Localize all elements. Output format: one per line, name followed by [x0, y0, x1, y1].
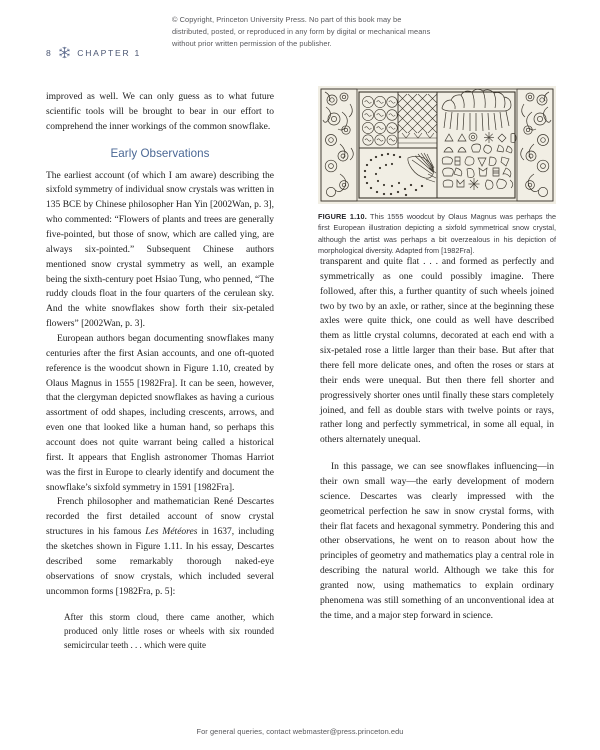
woodcut-illustration: [318, 86, 556, 204]
copyright-notice: © Copyright, Princeton University Press. No part of this book may be distributed, posted, or reproduced in any form by digital or mechanical means without prior written permission of the publisher.: [172, 15, 431, 48]
right-text-column: [320, 255, 554, 624]
descartes-text-part-2: in 1637, including the sketches shown in Figure 1.11. In his essay, Descartes described some remarkably thorough naked-eye observations of snow crystals, which included several uncommon forms [1982Fra, p. 5]:: [46, 527, 274, 597]
book-title-les-meteores: Les Météores: [145, 527, 198, 538]
figure-1-10: [318, 86, 556, 256]
paragraph-european-authors: European authors began documenting snowflakes many centuries after the first Asian accounts, and one oft-quoted reference is the woodcut shown in Figure 1.10, created by Olaus Magnus in 1555 [1982Fra]. It can be seen, however, that the clergyman depicted snowflakes as having a curious assortment of odd shapes, including crescents, arrows, and even one that looked like a human hand, so perhaps this account does not quite warrant being called a historical first. It appears that English astronomer Thomas Harriot was the first in Europe to clearly identify and document the snowflake’s sixfold symmetry in 1591 [1982Fra].: [46, 334, 274, 493]
block-quote-descartes: After this storm cloud, there came another, which produced only little roses or wheels with six rounded semicircular teeth . . . which were quite: [64, 611, 274, 651]
page-number: 8: [46, 47, 52, 58]
footer-queries-notice: For general queries, contact webmaster@press.princeton.edu: [196, 727, 404, 736]
extract-continued: transparent and quite flat . . . and formed as perfectly and symmetrically as one could possibly imagine. There followed, after this, a further quantity of such wheels joined two by two by an axle, or rather, since at the beginning these axles were quite thick, one could as well have described them as little crystal columns, decorated at each end with a six-petaled rose a little larger than their base. But after that there fell more delicate ones, and often the roses or stars at their ends were unequal. But then there fell shorter and progressively shorter ones until finally these stars completely joined, and fell as double stars with twelve points or rays, rather long and perfectly symmetrical, in some all equal, in others alternately unequal.: [320, 257, 554, 446]
snowflake-icon: [51, 46, 77, 59]
running-head: [46, 46, 141, 59]
paragraph-gap: [320, 448, 554, 460]
paragraph-in-this-passage: In this passage, we can see snowflakes influencing—in their own small way—the early development of modern science. Descartes was clearly impressed with the geometrical perfection he saw in snow crystal forms, with their flat facets and hexagonal symmetry. Pondering this and other observations, he went on to reason about how the principles of geometry and mathematics play a central role in describing the natural world. Although we take this for granted now, using mathematics to explain ordinary phenomena was still something of an unconventional idea at the time, and a major step forward in science.: [320, 462, 554, 621]
section-heading-early-observations: Early Observations: [110, 146, 210, 160]
paragraph-continued: improved as well. We can only guess as to what future scientific tools will be brought to bear in our effort to comprehend the inner workings of the common snowflake.: [46, 92, 274, 132]
figure-label: FIGURE 1.10.: [318, 212, 367, 221]
paragraph-earliest-account: The earliest account (of which I am aware) describing the sixfold symmetry of individual snow crystals was written in 135 BCE by Chinese philosopher Han Yin [2002Wan, p. 3], who commented: “Flowers of plants and trees are generally five-pointed, but those of snow, which are called ying, are always six-pointed.” Subsequent Chinese authors mentioned snow crystal symmetry as well, an example being the sixth-century poet Hsiao Tung, who penned, “The ruddy clouds float in the four quarters of the cerulean sky. And the white snowflakes show forth their six-petaled flowers” [2002Wan, p. 3].: [46, 170, 274, 330]
paragraph-descartes: [46, 495, 274, 599]
figure-caption-text: This 1555 woodcut by Olaus Magnus was perhaps the first European illustration depicting a sixfold symmetrical snow crystal, although the artist was perhaps a bit overzealous in his depiction of morphological diversity. Adapted from [1982Fra].: [318, 212, 557, 255]
descartes-text-part-1: French philosopher and mathematician René Descartes recorded the first detailed account of snow crystal structures in his famous: [46, 497, 274, 538]
left-text-column: [46, 90, 274, 653]
figure-caption: [318, 211, 556, 256]
chapter-label: CHAPTER 1: [77, 47, 142, 58]
